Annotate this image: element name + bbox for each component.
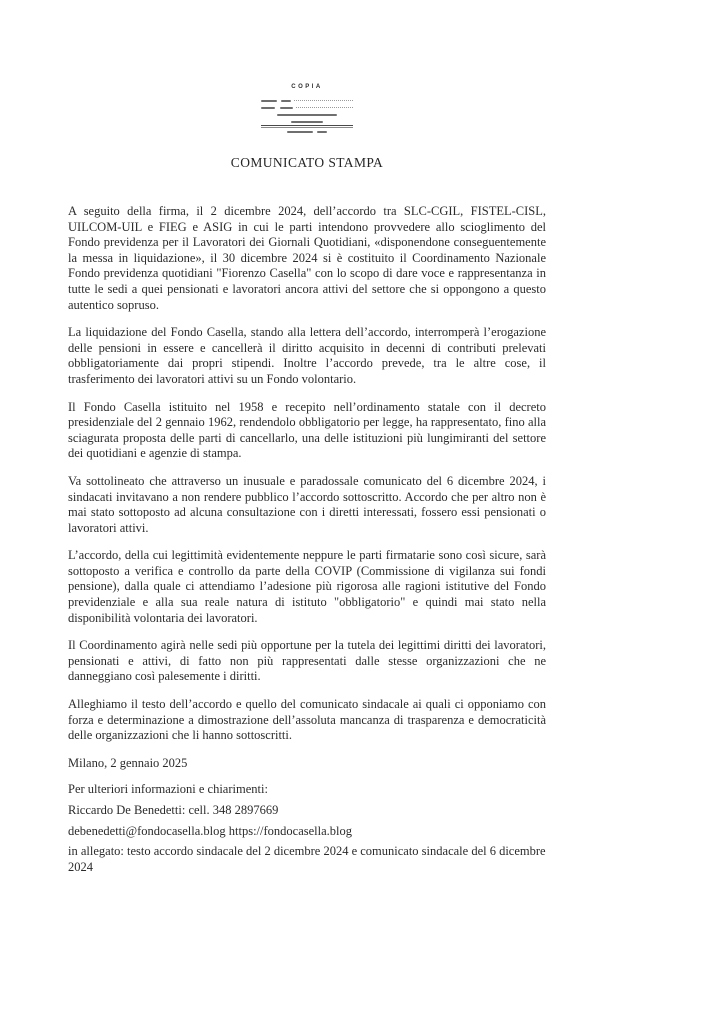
document-title: COMUNICATO STAMPA (230, 155, 384, 170)
stamp-smudge (287, 131, 313, 133)
paragraph-7: Alleghiamo il testo dell’accordo e quello del comunicato sindacale ai quali ci opponiamo con forza e determinazione a dimostrazione dell’assoluta mancanza di trasparenza e democraticità delle organizzazioni che li hanno sottoscritti. (68, 697, 546, 743)
document-body (68, 204, 546, 875)
stamp-rule (261, 127, 353, 128)
stamp-line (261, 116, 353, 123)
contact-name-phone: Riccardo De Benedetti: cell. 348 2897669 (68, 803, 279, 817)
stamp-line (261, 95, 353, 102)
stamp-smudge (291, 121, 323, 123)
paragraph-1: A seguito della firma, il 2 dicembre 2024, dell’accordo tra SLC-CGIL, FISTEL-CISL, UILCOM-UIL e FIEG e ASIG in cui le parti intendono provvedere allo scioglimento del Fondo previdenza per il Lavoratori dei Giornali Quotidiani, «disponendone conseguentemente la messa in liquidazione», il 30 dicembre 2024 si è costituito il Coordinamento Nazionale Fondo previdenza quotidiani "Fiorenzo Casella" con lo scopo di dare voce e rappresentanza in tutte le sedi a quei pensionati e lavoratori ancora attivi del settore che si oppongono a questo autentico sopruso. (68, 204, 546, 312)
contact-email-website: debenedetti@fondocasella.blog https://fondocasella.blog (68, 823, 353, 838)
stamp-line (261, 102, 353, 109)
stamp-line (261, 131, 353, 133)
stamp-dotted-rule (296, 107, 353, 108)
stamp-smudge (280, 107, 293, 109)
dateline: Milano, 2 gennaio 2025 (68, 755, 188, 770)
paragraph-5: L’accordo, della cui legittimità evidentemente neppure le parti firmatarie sono così sicure, sarà sottoposto a verifica e controllo da parte della COVIP (Commissione di vigilanza sui fondi pensione), dalla quale ci attendiamo l’adesione più rigorosa alle ragioni istitutive del Fondo previdenziale e alla sua reale natura di istituto "obbligatorio" e quindi mai stato nella disponibilità volontaria dei lavoratori. (68, 548, 546, 625)
stamp-dotted-rule (294, 100, 353, 101)
stamp-smudge (261, 107, 275, 109)
stamp-line (261, 109, 353, 116)
copia-stamp-label: COPIA (291, 84, 323, 90)
stamp-smudge (261, 100, 277, 102)
paragraph-3: Il Fondo Casella istituito nel 1958 e recepito nell’ordinamento statale con il decreto presidenziale del 2 gennaio 1962, rendendolo obbligatorio per legge, ha rappresentato, fino alla sciagurata proposta delle parti di cancellarlo, una delle istituzioni più lungimiranti del settore dei quotidiani e agenzie di stampa. (68, 399, 546, 461)
attachments-note: in allegato: testo accordo sindacale del 2 dicembre 2024 e comunicato sindacale del 6 dicembre 2024 (68, 844, 546, 874)
paragraph-2: La liquidazione del Fondo Casella, stando alla lettera dell’accordo, interromperà l’erogazione delle pensioni in essere e cancellerà il diritto acquisito in decenni di contributi prelevati obbligatoriamente dai propri stipendi. Inoltre l’accordo prevede, tra le altre cose, il trasferimento dei lavoratori attivi su un Fondo volontario. (68, 325, 546, 386)
contact-intro: Per ulteriori informazioni e chiarimenti: (68, 782, 268, 797)
stamp-rule (261, 125, 353, 126)
stamp-smudge (317, 131, 327, 133)
copia-stamp (261, 84, 353, 133)
paragraph-4: Va sottolineato che attraverso un inusuale e paradossale comunicato del 6 dicembre 2024, i sindacati invitavano a non rendere pubblico l’accordo sottoscritto. Accordo che per altro non è mai stato sottoposto ad alcuna consultazione con i diretti interessati, fossero essi pensionati o lavoratori attivi. (68, 473, 546, 535)
stamp-smudge (277, 114, 337, 116)
paragraph-6: Il Coordinamento agirà nelle sedi più opportune per la tutela dei legittimi diritti dei lavoratori, pensionati e attivi, di fatto non più rappresentati dalle stesse organizzazioni che ne danneggiano così palesemente i diritti. (68, 638, 546, 684)
stamp-smudge (281, 100, 291, 102)
document-content (68, 0, 546, 880)
